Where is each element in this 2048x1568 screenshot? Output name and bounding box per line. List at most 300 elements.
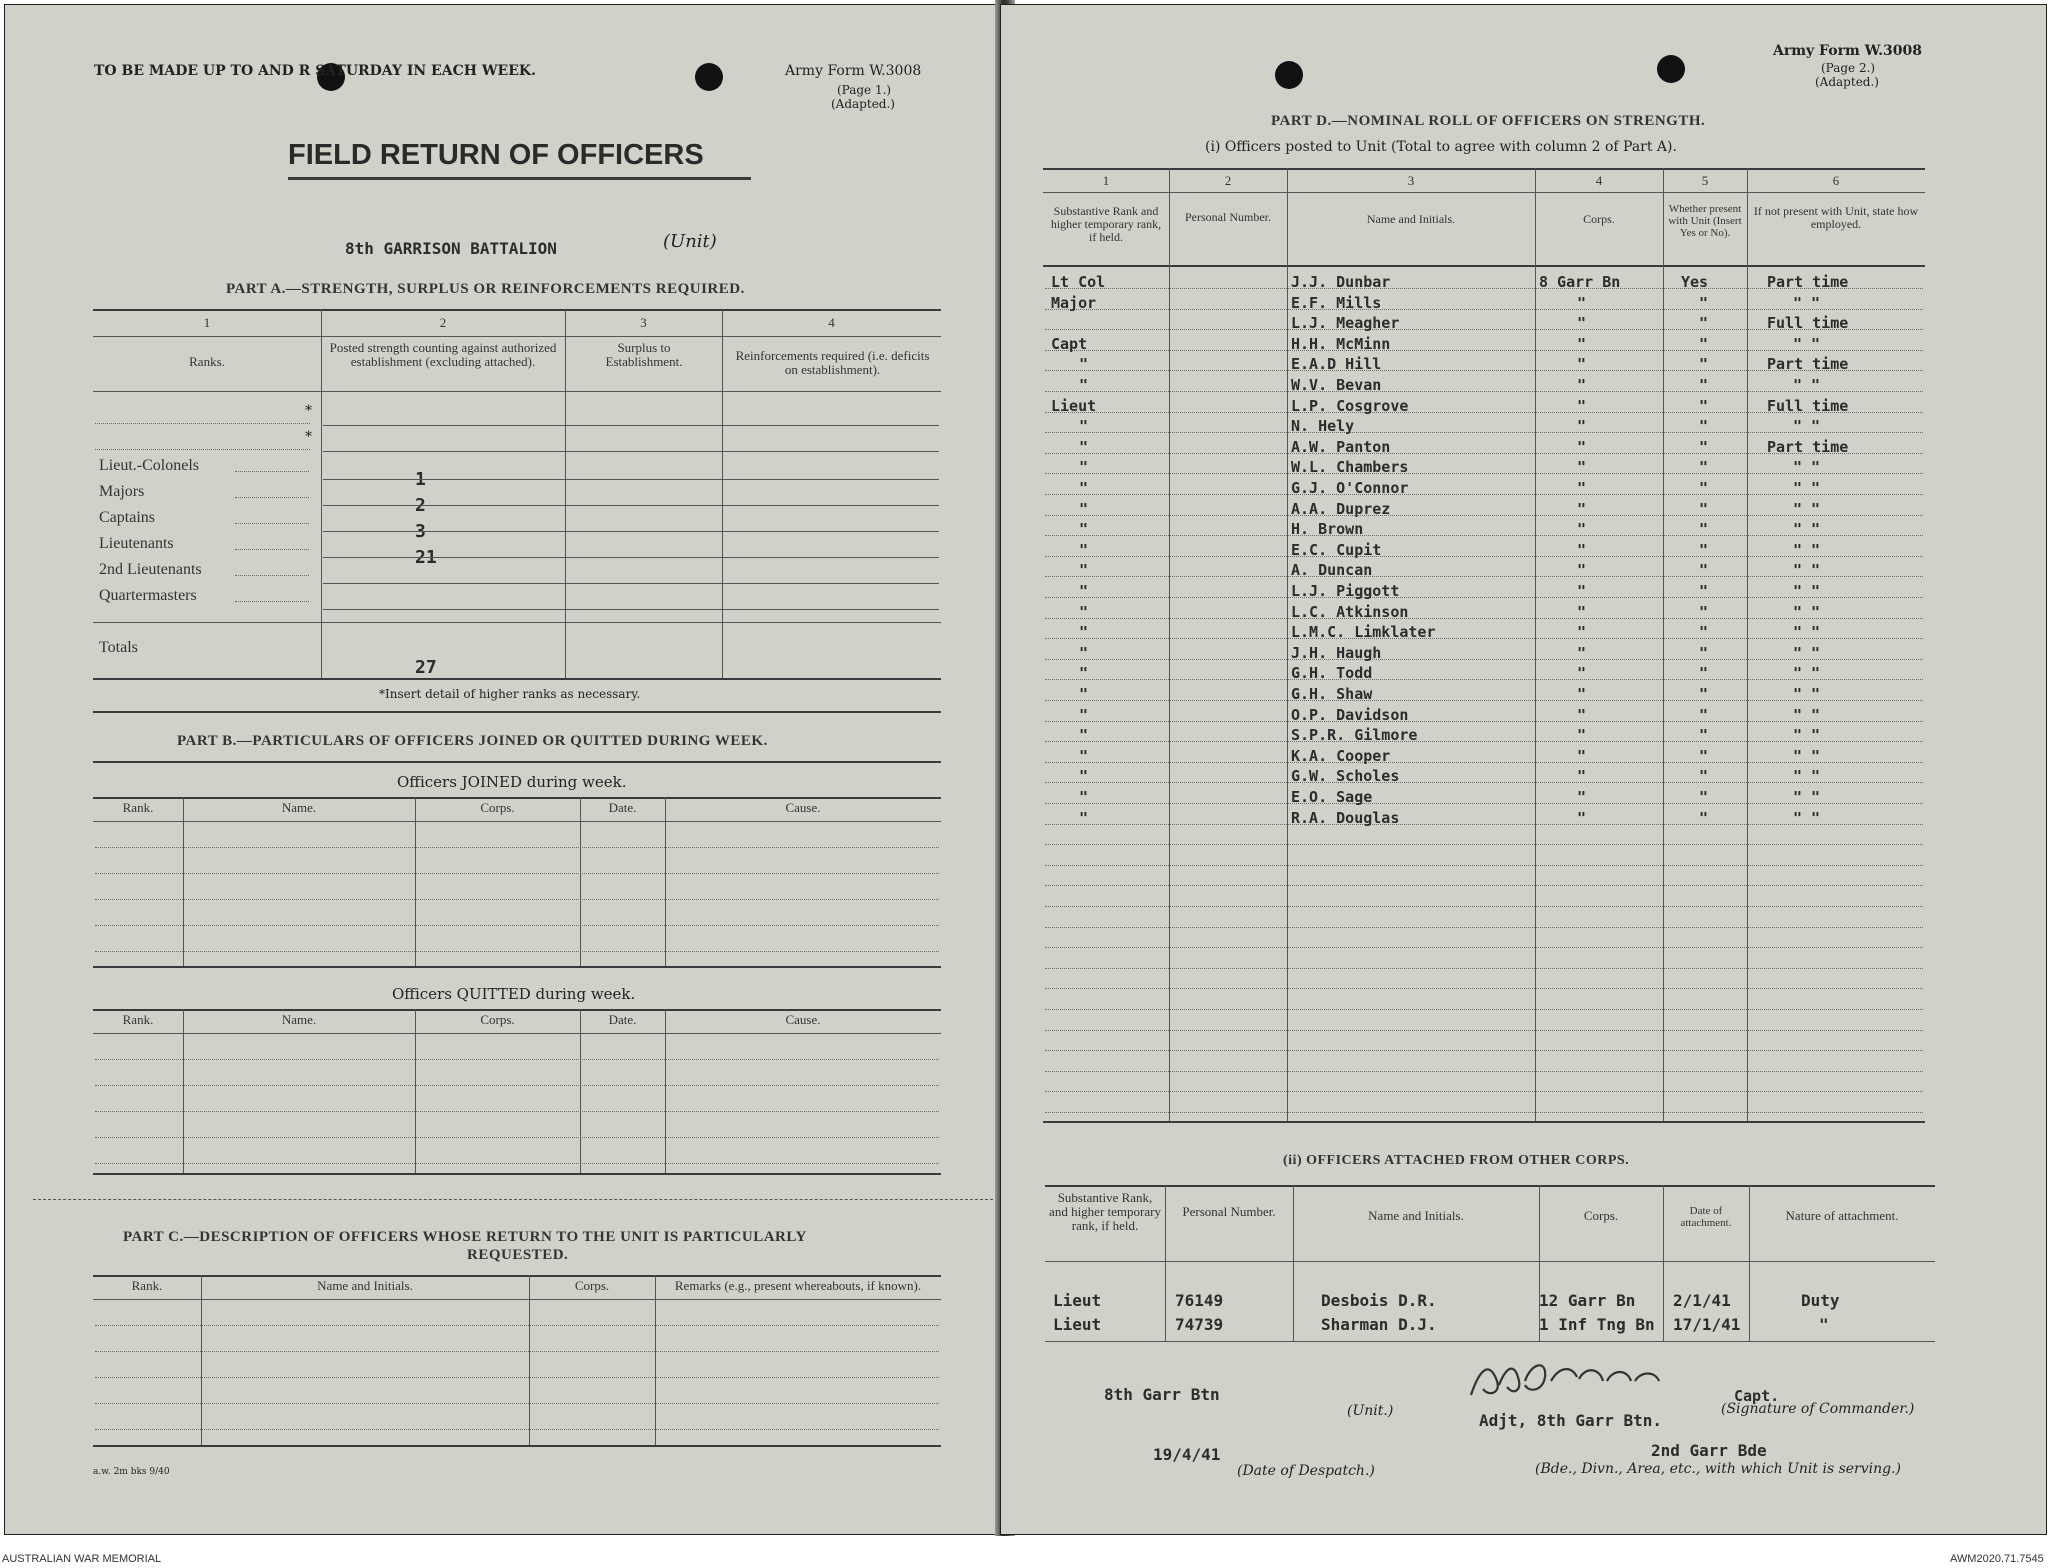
dot-leader (235, 471, 309, 472)
roll-name: L.C. Atkinson (1291, 603, 1409, 621)
roll-name: G.W. Scholes (1291, 767, 1400, 785)
ruled-line (1045, 659, 1923, 660)
ruled-line (95, 1111, 939, 1112)
attached-name: Desbois D.R. (1321, 1291, 1437, 1310)
dot-leader (235, 497, 309, 498)
ruled-line (1045, 515, 1923, 516)
col-name: Name and Initials. (317, 1278, 413, 1293)
roll-rank: " (1079, 644, 1089, 662)
col-rule (1749, 1185, 1750, 1341)
posted-strength: 21 (415, 547, 437, 568)
roll-rank: Lieut (1051, 397, 1097, 415)
col-cause: Cause. (785, 800, 821, 815)
ruled-line (95, 1429, 939, 1430)
col-rule (183, 797, 184, 966)
row-rule (323, 609, 939, 610)
archive-credit: AUSTRALIAN WAR MEMORIAL (2, 1553, 162, 1565)
row-rule (323, 583, 939, 584)
ruled-line (95, 951, 939, 952)
roll-corps: " (1577, 603, 1587, 621)
roll-name: A.A. Duprez (1291, 500, 1391, 518)
roll-present: " (1699, 335, 1709, 353)
roll-present: " (1699, 314, 1709, 332)
header-rule (93, 821, 941, 822)
dot-leader (235, 575, 309, 576)
roll-name: H.H. McMinn (1291, 335, 1391, 353)
attached-nature: " (1819, 1315, 1829, 1334)
ruled-line (1045, 988, 1923, 989)
roll-name: E.C. Cupit (1291, 541, 1382, 559)
posted-strength: 2 (415, 495, 426, 516)
col-name: Name. (281, 1012, 317, 1027)
part-d-ii-title: (ii) OFFICERS ATTACHED FROM OTHER CORPS. (1283, 1153, 1630, 1168)
ruled-line (1045, 1112, 1923, 1113)
ruled-line (1045, 803, 1923, 804)
attached-number: 76149 (1175, 1291, 1224, 1310)
unit-typed: 8th Garr Btn (1104, 1385, 1220, 1404)
adapted-note: (Adapted.) (831, 97, 895, 111)
roll-name: E.O. Sage (1291, 788, 1373, 806)
roll-rank: " (1079, 520, 1089, 538)
roll-rank: Major (1051, 294, 1097, 312)
att-name-header: Name and Initials. (1368, 1208, 1464, 1223)
roll-rank: " (1079, 355, 1089, 373)
rank-label: Majors (99, 483, 145, 500)
roll-present: " (1699, 767, 1709, 785)
roll-name: N. Hely (1291, 417, 1355, 435)
ruled-line (95, 899, 939, 900)
rank-label: 2nd Lieutenants (99, 561, 202, 578)
dot-leader (235, 601, 309, 602)
roll-employed: " " (1793, 623, 1821, 641)
ruled-line (95, 1325, 939, 1326)
rank-label: Lieut.-Colonels (99, 457, 199, 474)
col-rank: Rank. (131, 1278, 163, 1293)
col-cause: Cause. (785, 1012, 821, 1027)
ruled-line (1045, 679, 1923, 680)
roll-rank: " (1079, 726, 1089, 744)
asterisk-mark: * (305, 403, 312, 419)
ruled-line (1045, 391, 1923, 392)
roll-corps: " (1577, 397, 1587, 415)
ruled-line (1045, 885, 1923, 886)
roll-present: " (1699, 376, 1709, 394)
roll-name: H. Brown (1291, 520, 1364, 538)
roll-present: " (1699, 582, 1709, 600)
roll-rank: " (1079, 376, 1089, 394)
col-ranks-header: Ranks. (189, 354, 225, 369)
roll-corps: " (1577, 706, 1587, 724)
attached-corps: 12 Garr Bn (1539, 1291, 1636, 1310)
ruled-line (95, 847, 939, 848)
part-a-footnote: *Insert detail of higher ranks as necessary. (379, 687, 641, 701)
col-rule (655, 1275, 656, 1445)
col-rule (1293, 1185, 1294, 1341)
row-rule (323, 479, 939, 480)
roll-name: G.J. O'Connor (1291, 479, 1409, 497)
col-number: 6 (1832, 173, 1840, 188)
page-note: (Page 2.) (1821, 61, 1876, 75)
ruled-line (1045, 947, 1923, 948)
col-date: Date. (608, 1012, 637, 1027)
roll-rank: " (1079, 809, 1089, 827)
roll-rank: Lt Col (1051, 273, 1106, 291)
roll-employed: " " (1793, 603, 1821, 621)
col-corps: Corps. (480, 800, 515, 815)
roll-corps: " (1577, 809, 1587, 827)
roll-present: " (1699, 788, 1709, 806)
archive-reference: AWM2020.71.7545 (1950, 1553, 2044, 1565)
roll-employed: " " (1793, 747, 1821, 765)
roll-corps: " (1577, 294, 1587, 312)
roll-employed: " " (1793, 458, 1821, 476)
roll-name: R.A. Douglas (1291, 809, 1400, 827)
ruled-line (1045, 556, 1923, 557)
col-number: 4 (1595, 173, 1603, 188)
roll-name: O.P. Davidson (1291, 706, 1409, 724)
roll-corps: " (1577, 726, 1587, 744)
rank-label: Captains (99, 509, 155, 526)
attached-date: 17/1/41 (1673, 1315, 1741, 1334)
totals-label: Totals (99, 639, 138, 656)
roll-employed: " " (1793, 376, 1821, 394)
roll-present: " (1699, 561, 1709, 579)
att-number-header: Personal Number. (1182, 1204, 1276, 1219)
roll-employed: " " (1793, 479, 1821, 497)
form-page-2 (1000, 4, 2047, 1535)
roll-employed: Part time (1767, 355, 1849, 373)
roll-present: " (1699, 644, 1709, 662)
roll-rank: " (1079, 417, 1089, 435)
roll-rank: " (1079, 706, 1089, 724)
roll-corps: " (1577, 417, 1587, 435)
roll-corps: " (1577, 438, 1587, 456)
attached-nature: Duty (1801, 1291, 1840, 1310)
col-surplus-header: Surplus to Establishment. (605, 340, 683, 369)
rank-label: Quartermasters (99, 587, 197, 604)
roll-present: " (1699, 520, 1709, 538)
attached-rank: Lieut (1053, 1291, 1102, 1310)
roll-name: S.P.R. Gilmore (1291, 726, 1418, 744)
roll-rank: " (1079, 767, 1089, 785)
roll-corps: " (1577, 767, 1587, 785)
col-reinforcements-header: Reinforcements required (i.e. deficits on establishment). (735, 348, 930, 377)
rank-label: Lieutenants (99, 535, 174, 552)
roll-employed: Part time (1767, 273, 1849, 291)
col-date: Date. (608, 800, 637, 815)
roll-employed: " " (1793, 335, 1821, 353)
roll-present: " (1699, 747, 1709, 765)
attached-corps: 1 Inf Tng Bn (1539, 1315, 1655, 1334)
capt-typed: Capt. (1734, 1387, 1780, 1405)
roll-corps: " (1577, 623, 1587, 641)
col-rule (665, 797, 666, 966)
att-date-header: Date of attachment. (1680, 1205, 1732, 1229)
roll-employed: " " (1793, 582, 1821, 600)
ruled-line (1045, 865, 1923, 866)
roll-present: Yes (1681, 273, 1709, 291)
ruled-line (1045, 1050, 1923, 1051)
col-number: 3 (1407, 173, 1415, 188)
ruled-line (1045, 618, 1923, 619)
ruled-line (1045, 473, 1923, 474)
col-rule (529, 1275, 530, 1445)
roll-rank: " (1079, 561, 1089, 579)
roll-employed: " " (1793, 664, 1821, 682)
ruled-line (1045, 535, 1923, 536)
row-rule (323, 505, 939, 506)
roll-employed: " " (1793, 561, 1821, 579)
ruled-line (1045, 741, 1923, 742)
roll-rank: " (1079, 458, 1089, 476)
roll-name: A. Duncan (1291, 561, 1373, 579)
brigade-caption: (Bde., Divn., Area, etc., with which Unit is serving.) (1535, 1461, 1902, 1477)
roll-name: G.H. Todd (1291, 664, 1373, 682)
roll-corps: " (1577, 479, 1587, 497)
page-note: (Page 1.) (837, 83, 892, 97)
ruled-line (1045, 1071, 1923, 1072)
col-number-header: Personal Number. (1185, 210, 1271, 224)
col-posted-header: Posted strength counting against authorized establishment (excluding attached). (329, 340, 557, 369)
roll-employed: " " (1793, 520, 1821, 538)
col-rule (1287, 168, 1288, 1121)
roll-present: " (1699, 706, 1709, 724)
roll-employed: " " (1793, 417, 1821, 435)
roll-rank: " (1079, 685, 1089, 703)
roll-name: E.F. Mills (1291, 294, 1382, 312)
ruled-line (1045, 1009, 1923, 1010)
roll-present: " (1699, 438, 1709, 456)
col-corps: Corps. (574, 1278, 610, 1293)
att-corps-header: Corps. (1583, 1208, 1619, 1223)
col-rule (1663, 1185, 1664, 1341)
col-number: 2 (1224, 173, 1232, 188)
form-page-1 (4, 4, 1007, 1535)
form-number: Army Form W.3008 (1773, 43, 1923, 59)
col-rule (1535, 168, 1536, 1121)
roll-name: J.J. Dunbar (1291, 273, 1391, 291)
roll-employed: " " (1793, 809, 1821, 827)
roll-employed: " " (1793, 294, 1821, 312)
roll-corps: " (1577, 355, 1587, 373)
roll-name: L.M.C. Limklater (1291, 623, 1436, 641)
part-c-title-2: REQUESTED. (467, 1247, 569, 1263)
roll-present: " (1699, 294, 1709, 312)
roll-present: " (1699, 355, 1709, 373)
col-rank: Rank. (122, 800, 154, 815)
roll-corps: " (1577, 500, 1587, 518)
unit-name: 8th GARRISON BATTALION (345, 239, 557, 258)
signature-caption: (Signature of Commander.) (1721, 1401, 1915, 1417)
ruled-line (1045, 782, 1923, 783)
joined-title: Officers JOINED during week. (397, 773, 627, 791)
form-title: FIELD RETURN OF OFFICERS (288, 139, 704, 171)
ruled-line (1045, 927, 1923, 928)
part-c-title-1: PART C.—DESCRIPTION OF OFFICERS WHOSE RETURN TO THE UNIT IS PARTICULARLY (123, 1229, 807, 1245)
roll-corps: 8 Garr Bn (1539, 273, 1621, 291)
ruled-line (95, 925, 939, 926)
col-corps-header: Corps. (1583, 212, 1615, 226)
roll-employed: " " (1793, 706, 1821, 724)
attached-date: 2/1/41 (1673, 1291, 1731, 1310)
roll-employed: " " (1793, 767, 1821, 785)
ruled-line (95, 1085, 939, 1086)
roll-corps: " (1577, 788, 1587, 806)
roll-employed: Full time (1767, 397, 1849, 415)
unit-caption: (Unit.) (1347, 1403, 1394, 1419)
posted-strength: 1 (415, 469, 426, 490)
roll-rank: " (1079, 623, 1089, 641)
ruled-line (1045, 494, 1923, 495)
header-rule (93, 1299, 941, 1300)
col-number: 1 (203, 315, 211, 330)
roll-present: " (1699, 417, 1709, 435)
ruled-line (95, 1403, 939, 1404)
roll-rank: " (1079, 747, 1089, 765)
print-code: a.w. 2m bks 9/40 (93, 1467, 170, 1477)
roll-name: L.P. Cosgrove (1291, 397, 1409, 415)
despatch-date-typed: 19/4/41 (1153, 1445, 1221, 1464)
col-rule (201, 1275, 202, 1445)
col-number: 4 (828, 315, 835, 330)
roll-corps: " (1577, 541, 1587, 559)
weekly-instruction: TO BE MADE UP TO AND R SATURDAY IN EACH WEEK. (94, 63, 536, 79)
roll-employed: Part time (1767, 438, 1849, 456)
roll-name: W.L. Chambers (1291, 458, 1409, 476)
part-b-title: PART B.—PARTICULARS OF OFFICERS JOINED OR QUITTED DURING WEEK. (177, 733, 768, 749)
row-rule (323, 557, 939, 558)
col-rule (415, 797, 416, 966)
roll-name: W.V. Bevan (1291, 376, 1382, 394)
roll-corps: " (1577, 644, 1587, 662)
roll-present: " (1699, 541, 1709, 559)
col-rule (1169, 168, 1170, 1121)
totals-value: 27 (415, 657, 437, 678)
roll-employed: " " (1793, 685, 1821, 703)
col-rank-header: Substantive Rank and higher temporary rank, if held. (1050, 204, 1162, 244)
col-rank: Rank. (122, 1012, 154, 1027)
col-rule (580, 797, 581, 966)
dot-leader (235, 523, 309, 524)
att-nature-header: Nature of attachment. (1785, 1208, 1899, 1223)
ruled-line (95, 873, 939, 874)
adapted-note: (Adapted.) (1815, 75, 1879, 89)
quitted-title: Officers QUITTED during week. (392, 985, 636, 1003)
roll-rank: " (1079, 582, 1089, 600)
roll-present: " (1699, 397, 1709, 415)
roll-employed: " " (1793, 726, 1821, 744)
roll-name: A.W. Panton (1291, 438, 1391, 456)
roll-corps: " (1577, 520, 1587, 538)
col-number: 5 (1701, 173, 1709, 188)
ruled-line (1045, 968, 1923, 969)
asterisk-mark: * (305, 429, 312, 445)
col-number: 3 (640, 315, 647, 330)
roll-employed: " " (1793, 500, 1821, 518)
roll-rank: " (1079, 541, 1089, 559)
ruled-line (1045, 721, 1923, 722)
roll-rank: Capt (1051, 335, 1088, 353)
col-number: 2 (439, 315, 447, 330)
roll-name: J.H. Haugh (1291, 644, 1382, 662)
roll-employed: " " (1793, 788, 1821, 806)
attached-name: Sharman D.J. (1321, 1315, 1437, 1334)
col-rule (1165, 1185, 1166, 1341)
roll-rank: " (1079, 603, 1089, 621)
roll-present: " (1699, 685, 1709, 703)
ruled-line (1045, 824, 1923, 825)
part-d-title: PART D.—NOMINAL ROLL OF OFFICERS ON STRENGTH. (1271, 113, 1706, 129)
roll-corps: " (1577, 747, 1587, 765)
punch-hole (1275, 61, 1303, 89)
col-rule (1663, 168, 1664, 1121)
col-employed-header: If not present with Unit, state how employed. (1753, 204, 1919, 231)
col-corps: Corps. (480, 1012, 515, 1027)
row-rule (323, 531, 939, 532)
ruled-line (1045, 576, 1923, 577)
col-number: 1 (1102, 173, 1110, 188)
col-name: Name. (281, 800, 317, 815)
roll-present: " (1699, 726, 1709, 744)
roll-corps: " (1577, 458, 1587, 476)
roll-present: " (1699, 809, 1709, 827)
part-d-subtitle: (i) Officers posted to Unit (Total to agree with column 2 of Part A). (1205, 139, 1677, 155)
roll-present: " (1699, 479, 1709, 497)
roll-present: " (1699, 664, 1709, 682)
ruled-line (1045, 1091, 1923, 1092)
ruled-line (95, 1163, 939, 1164)
roll-corps: " (1577, 376, 1587, 394)
attached-number: 74739 (1175, 1315, 1224, 1334)
roll-present: " (1699, 603, 1709, 621)
header-rule (93, 1033, 941, 1034)
ruled-line (1045, 700, 1923, 701)
ruled-line (1045, 906, 1923, 907)
ruled-line (95, 1377, 939, 1378)
col-present-header: Whether present with Unit (Insert Yes or No). (1668, 203, 1742, 239)
ruled-line (1045, 844, 1923, 845)
roll-present: " (1699, 500, 1709, 518)
roll-rank: " (1079, 664, 1089, 682)
roll-employed: " " (1793, 541, 1821, 559)
ruled-line (1045, 309, 1923, 310)
punch-hole (1657, 55, 1685, 83)
col-name-header: Name and Initials. (1366, 212, 1456, 226)
roll-employed: " " (1793, 644, 1821, 662)
roll-present: " (1699, 623, 1709, 641)
dot-leader (235, 549, 309, 550)
roll-corps: " (1577, 582, 1587, 600)
roll-rank: " (1079, 500, 1089, 518)
roll-corps: " (1577, 561, 1587, 579)
unit-label: (Unit) (663, 231, 717, 252)
col-remarks: Remarks (e.g., present whereabouts, if known). (674, 1278, 922, 1293)
roll-name: L.J. Piggott (1291, 582, 1400, 600)
commander-signature (1459, 1351, 1709, 1407)
roll-name: K.A. Cooper (1291, 747, 1391, 765)
ruled-line (1045, 597, 1923, 598)
roll-name: G.H. Shaw (1291, 685, 1373, 703)
ruled-line (95, 1059, 939, 1060)
roll-corps: " (1577, 314, 1587, 332)
attached-rank: Lieut (1053, 1315, 1102, 1334)
att-rank-header: Substantive Rank, and higher temporary rank, if held. (1049, 1190, 1161, 1233)
roll-rank: " (1079, 788, 1089, 806)
roll-name: L.J. Meagher (1291, 314, 1400, 332)
ruled-line (1045, 1030, 1923, 1031)
roll-rank: " (1079, 438, 1089, 456)
ruled-line (95, 1351, 939, 1352)
